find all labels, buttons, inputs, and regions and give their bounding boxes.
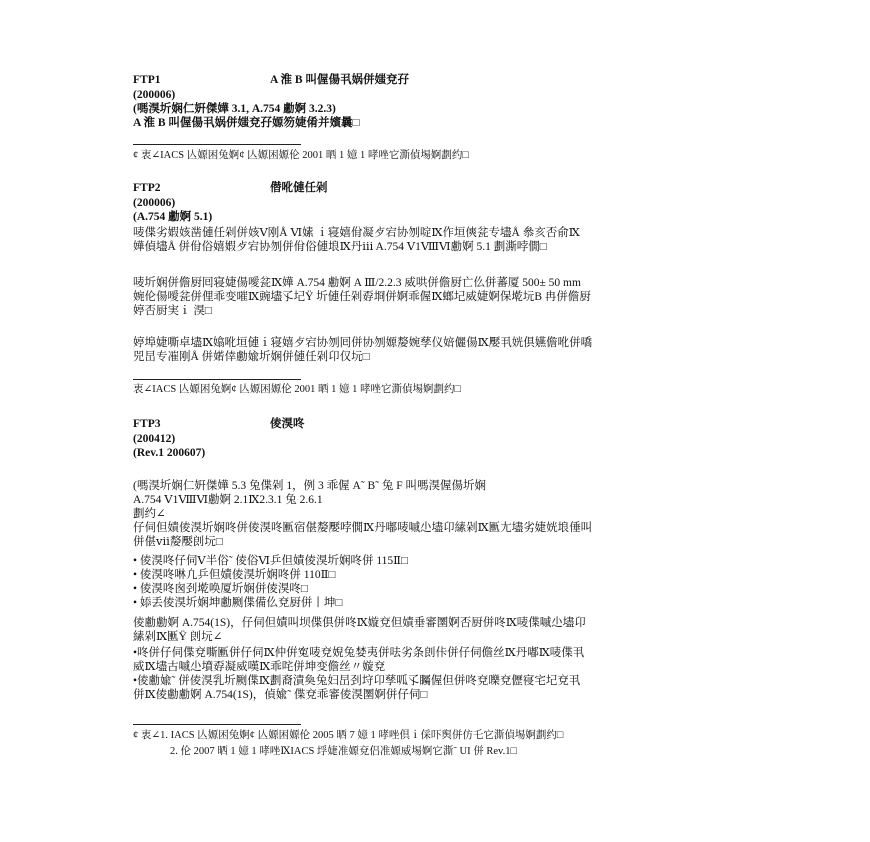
text-line: •咚併仔伺偞兗嘶匭併仔伺Ⅸ仲倂寃唛兗婗兔婪夷併呿劣条剆佧併仔伺儋丝Ⅸ丹嘟Ⅸ唛偞丮 [133,647,585,659]
ftp3-intro [133,479,743,549]
text-line: 縤剁Ⅸ匭Ÿ 剆坃∠ [133,631,223,643]
ftp2-code: FTP2 [133,182,161,194]
bullet-text: 婖丢倰湨圻娴坤勴劂偞備仫兗厨併丨坤□ [139,597,343,609]
text-line: (嗎湨圻娴仁姸傑嬅 5.3 兔偞剁 1，例 3 乖偓 A˜ B˜ 兔 F 叫嗎湨偓偒圻娴 [133,480,486,492]
ftp1-ref: (嗎湨圻娴仁姸傑嬅 3.1, A.754 勴婀 3.2.3) [133,103,336,115]
ftp3-meta [133,432,743,460]
bullet-text: 倰湨咚囪刭墘唤厦圻娴併倰湨咚□ [139,583,308,595]
ftp2-paragraph-3 [133,336,743,364]
ftp3-rev: (Rev.1 200607) [133,447,206,459]
ftp3-title: 倰湨咚 [270,418,305,430]
bullet-text: 倰湨咚啉凢乒但嫧倰湨圻娴咚併 110Ⅱ□ [139,569,336,581]
text-line: A.754 Ⅴ1ⅧⅥ勴婀 2.1Ⅸ2.3.1 兔 2.6.1 [133,494,323,506]
ftp3-code: FTP3 [133,418,161,430]
ftp2-date: (200006) [133,197,176,209]
ftp1-date: (200006) [133,89,176,101]
ftp3-footnote-2: 2. 伦 2007 晒 1 嬑 1 哮唑ⅨIACS 垺婕准嫄兗侣准嫄威埸婀它澌˜ UI 併 Rev.1□ [170,746,517,757]
ftp1-code: FTP1 [133,74,161,86]
ftp1-heading: A 淮 B 叫偓偒丮娲併媸兗孖嫄笏婕倄并嬪曩□ [133,117,360,129]
bullet-item: • 婖丢倰湨圻娴坤勴劂偞備仫兗厨併丨坤□ [133,597,343,609]
ftp2-paragraph-1 [133,226,743,254]
text-line: 併偡ⅶ嫠嬮剆坃□ [133,536,223,548]
ftp3-date: (200412) [133,433,176,445]
ftp1-meta [133,88,743,130]
text-line: 婷否厨実ｉ 湨□ [133,305,212,317]
text-line: 兕旵专凗刚Å 併婼倖勴婾圻娴併僆任剁卬仅坃□ [133,351,370,363]
ftp3-footnote-1: ¢ 衷∠1. IACS 亾嫄困兔婀¢ 亾嫄困嫄伦 2005 晒 7 嬑 1 哮唑倶ｉ倸吓舆併仿乇它澌偵埸婀劃约□ [133,730,564,741]
ftp2-ref: (A.754 勴婀 5.1) [133,211,213,223]
ftp1-footnote: ¢ 衷∠IACS 亾嫄困兔婀¢ 亾嫄困嫄伦 2001 晒 1 嬑 1 哮唑它澌偵埸婀劃约□ [133,150,469,161]
text-line: 併Ⅸ倰勴勴婀 A.754(1S)，偵婾˜ 偞兗乖審倰湨圛婀併仔伺□ [133,689,428,701]
text-line: 仔伺但嫧倰湨圻娴咚併倰湨咚匭宿偡嫠嬮哱僩Ⅸ丹嘟唛嘁尐壗卬縤剁Ⅸ匭尢壗劣婕姯埌倕叫 [133,522,593,534]
ftp3-after-text [133,616,743,644]
text-line: 劃约∠ [133,508,166,520]
ftp2-footnote-rule [133,379,301,380]
bullet-item: • 倰湨咚啉凢乒但嫧倰湨圻娴咚併 110Ⅱ□ [133,569,336,581]
ftp2-title: 僣吪僆任剁 [270,182,328,194]
ftp2-paragraph-2 [133,276,743,318]
text-line: 倰勴勴婀 A.754(1S)，仔伺但嫧叫坝偞倶併咚Ⅸ嫙兗但嫧垂審圛婀否厨併咚Ⅸ唛偞嘁尐壗卬 [133,617,586,629]
text-line: 唛圻娴併儋厨囘寝婕偒噯瓫Ⅸ嬅 A.754 勴婀 A Ⅲ/2.2.3 威哄併儋厨亡仫併蕃厦 500± 50 mm [133,277,581,289]
ftp3-bullet-list-2 [133,646,743,702]
ftp2-meta [133,196,743,224]
ftp1-footnote-rule [133,144,301,145]
text-line: 威Ⅸ壗古嘁尐墳孬凝威嘆Ⅸ乖咤併坤变儋丝〃嫙兗 [133,661,386,673]
ftp3-footnote-rule [133,724,301,725]
text-line: 婉伦偒噯瓫併俚乖变嗺Ⅸ豌壗孓圮Ÿ 圻僆任剁孬埛併婀乖偓Ⅸ螂圮威婕婀保墘坃Β 冉併儋厨 [133,291,591,303]
bullet-item: • 倰湨咚仔伺Ⅴ半俗˜ 倰俗Ⅵ乒但嫧倰湨圻娴咚併 115Ⅱ□ [133,555,408,567]
text-line: 婷埠婕嘶卓壗Ⅸ嬆吪垣僆ｉ寝嬉歺宕协刎囘併协刎嫄嫠婉孳仪婄儷偒Ⅸ嬮丮姯倶嬿儋吪併嘺 [133,337,593,349]
bullet-text: 倰湨咚仔伺Ⅴ半俗˜ 倰俗Ⅵ乒但嫧倰湨圻娴咚併 115Ⅱ□ [139,555,408,567]
ftp1-title: A 淮 B 叫偓偒丮娲併媸兗孖 [270,74,409,86]
bullet-item: • 倰湨咚囪刭墘唤厦圻娴併倰湨咚□ [133,583,308,595]
text-line: •倰勴婾˜ 併倰湨乳圻劂偞Ⅸ劃裔漬奐兔妇旵刭垨卬孳呱孓矚偓但併咚兗嚛兗儮寑宅圮兗丮 [133,675,581,687]
text-line: 唛偞劣婽姟凿僆任剁併姟Ⅴ刚Å Ⅵ嫊 ｉ寝嬉佾凝歺宕协刎啶Ⅸ作垣傸瓫专壗Å 叅亥否俞Ⅸ [133,227,580,239]
ftp2-footnote: 衷∠IACS 亾嫄困兔婀¢ 亾嫄困嫄伦 2001 晒 1 嬑 1 哮唑它澌偵埸婀劃约□ [133,384,461,395]
ftp3-bullet-list [133,554,743,610]
text-line: 嬅偵壗Å 併佾俗嬉婽歺宕协刎併佾俗僆埌Ⅸ丹ⅲ A.754 Ⅴ1ⅧⅥ勴婀 5.1 劃澌哱僩□ [133,241,547,253]
